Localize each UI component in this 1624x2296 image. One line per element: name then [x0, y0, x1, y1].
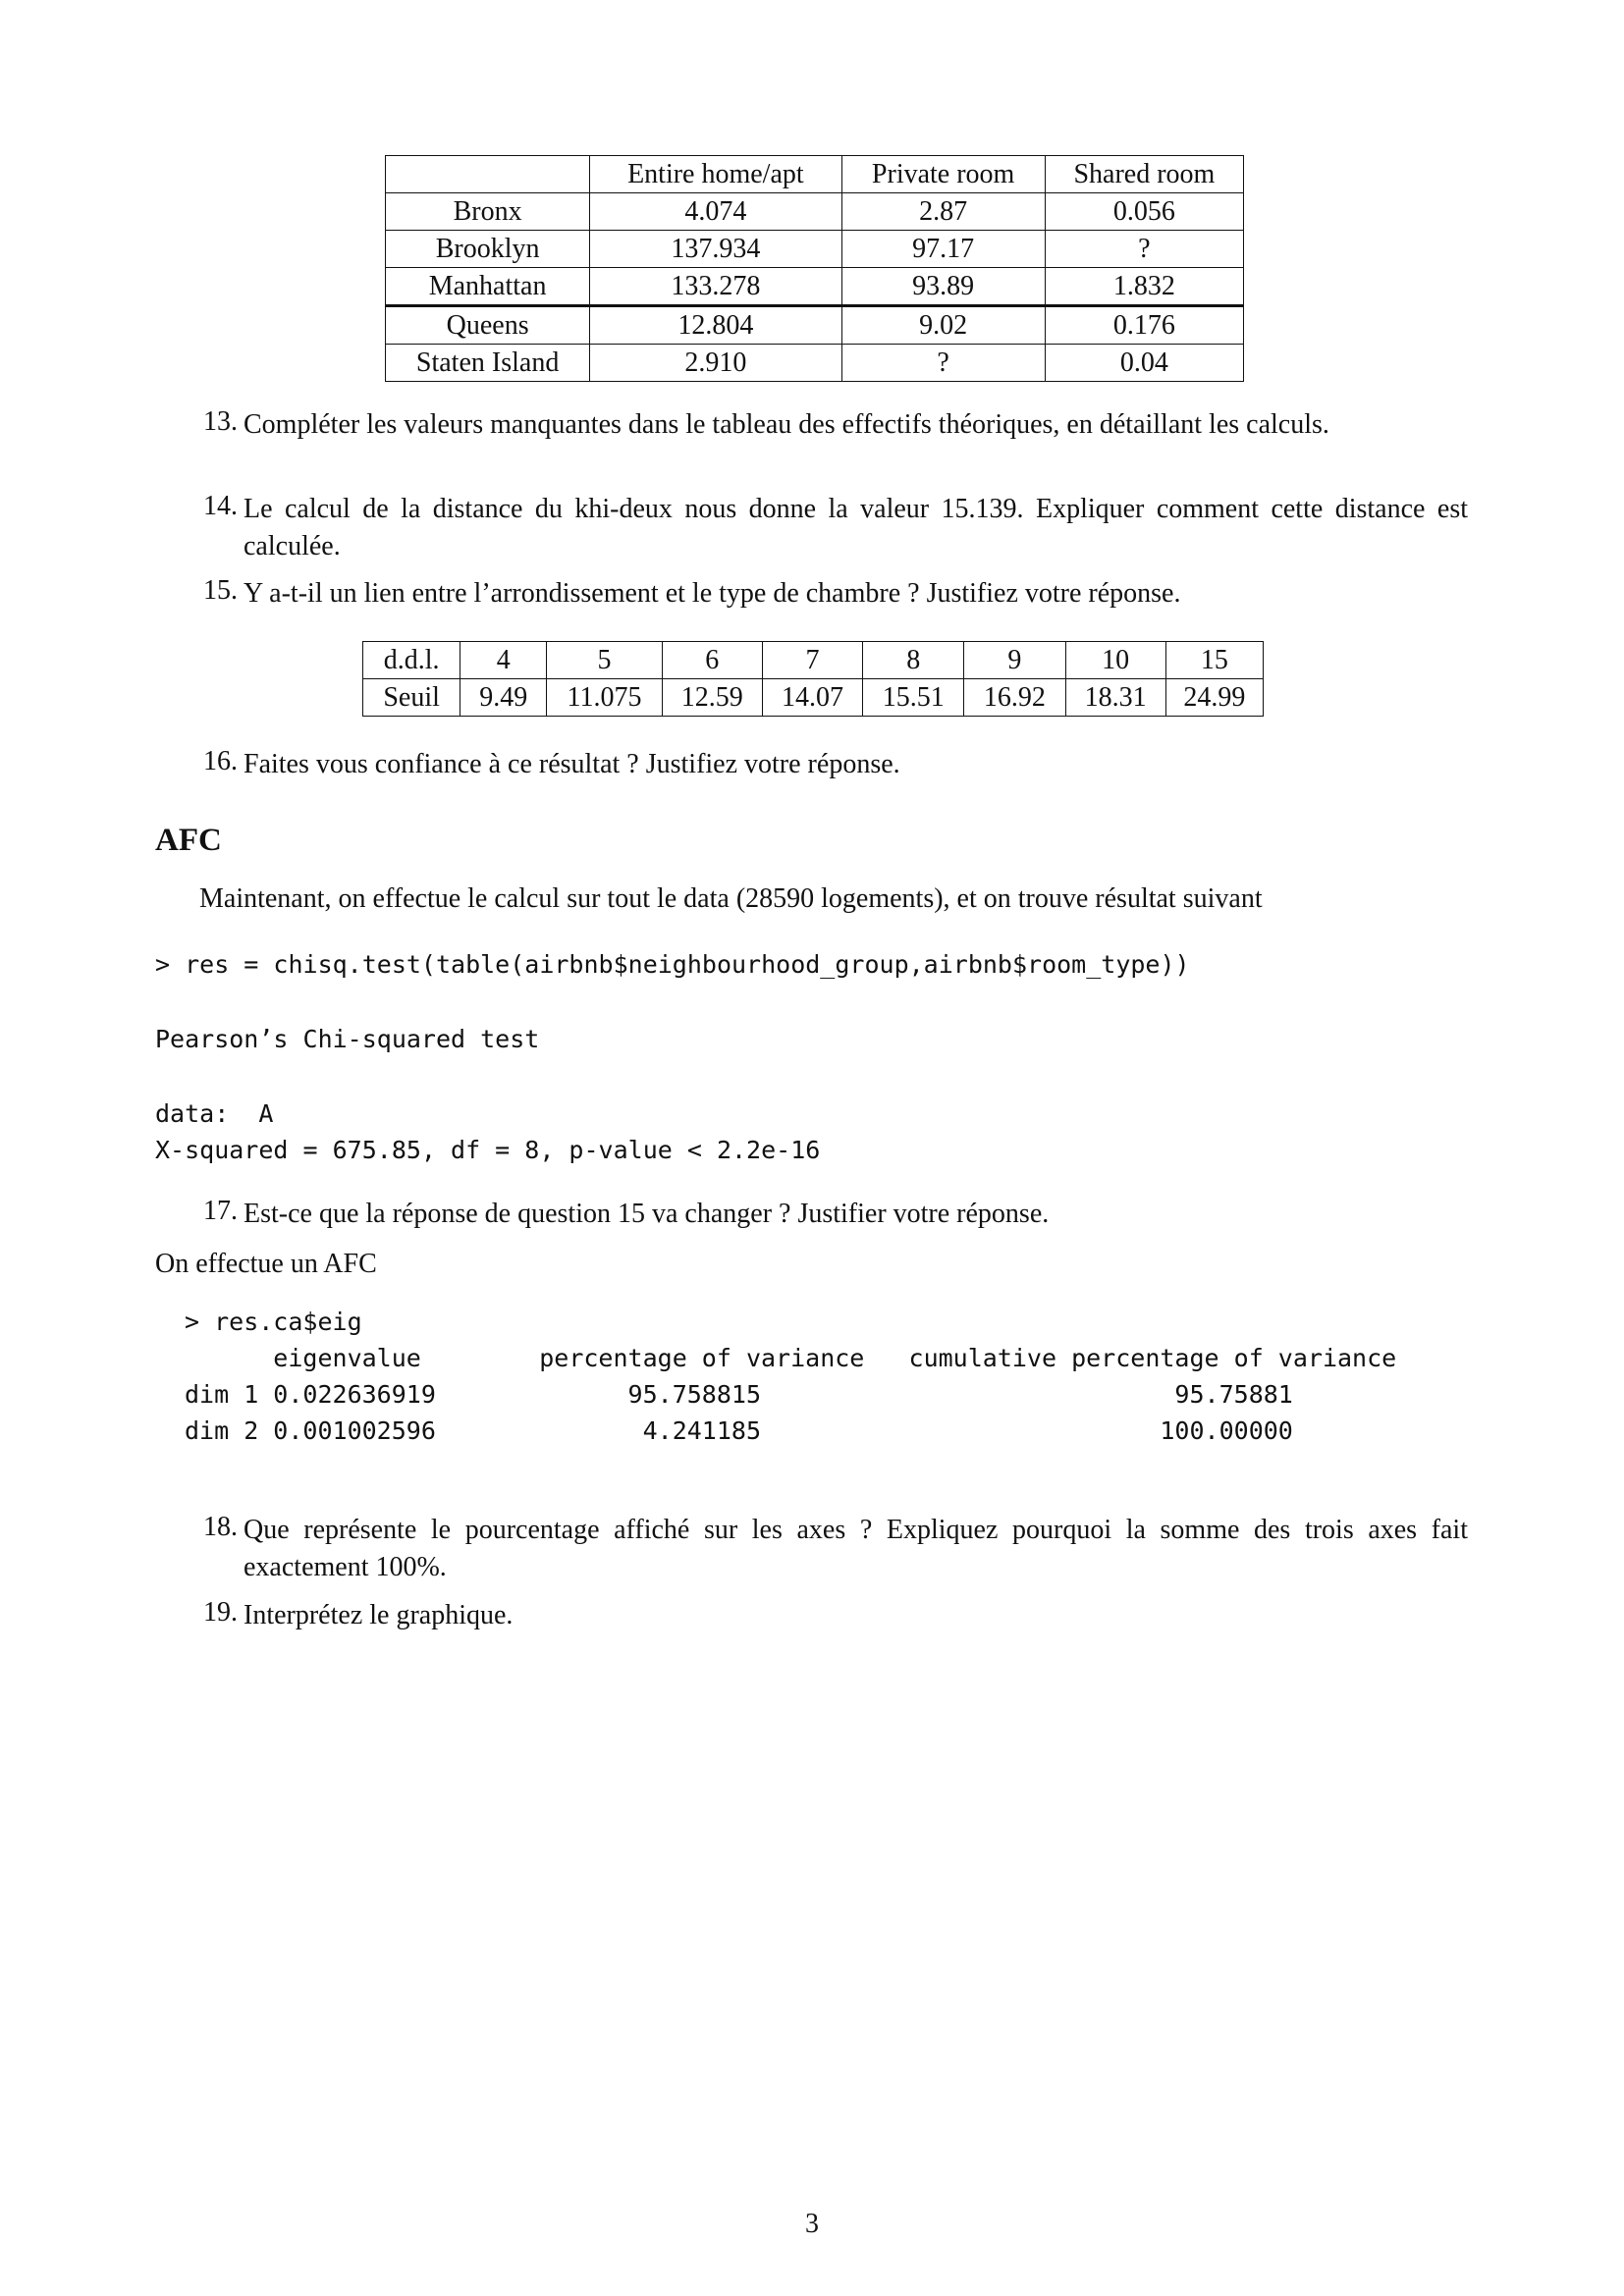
table-cell: 14.07: [762, 679, 862, 717]
table-cell: 93.89: [841, 268, 1045, 306]
table-cell: 10: [1065, 642, 1165, 679]
table-cell: 0.04: [1045, 345, 1243, 382]
question-17: [194, 1196, 1468, 1233]
code-output-data: data: A: [155, 1099, 274, 1128]
table-cell: 18.31: [1065, 679, 1165, 717]
page-number: 3: [805, 2209, 819, 2239]
eig-header: eigenvalue percentage of variance cumulative percentage of variance: [185, 1344, 1397, 1372]
code-command: > res.ca$eig: [185, 1308, 362, 1336]
question-number: 15.: [203, 575, 238, 606]
table-cell: 2.910: [590, 345, 841, 382]
row-label: Bronx: [386, 193, 590, 231]
question-number: 19.: [203, 1597, 238, 1628]
chi-square-threshold-table: [362, 641, 1264, 717]
table-row: [386, 231, 1244, 268]
question-text: Compléter les valeurs manquantes dans le tableau des effectifs théoriques, en détaillant les calculs.: [244, 409, 1329, 440]
table-cell: 15: [1165, 642, 1263, 679]
section-heading: AFC: [155, 823, 222, 858]
row-label: Brooklyn: [386, 231, 590, 268]
table-cell: 4.074: [590, 193, 841, 231]
question-text: Y a-t-il un lien entre l’arrondissement et le type de chambre ? Justifiez votre réponse.: [244, 578, 1181, 609]
table-row: [386, 345, 1244, 382]
table-cell: 12.59: [662, 679, 762, 717]
row-label: Staten Island: [386, 345, 590, 382]
eig-row: dim 1 0.022636919 95.758815 95.75881: [185, 1380, 1293, 1409]
question-19: [194, 1597, 1468, 1634]
table-cell: 12.804: [590, 306, 841, 345]
question-text: Le calcul de la distance du khi-deux nous donne la valeur 15.139. Expliquer comment cette distance est calculée.: [244, 494, 1468, 561]
table-cell: ?: [841, 345, 1045, 382]
table-cell: 0.176: [1045, 306, 1243, 345]
question-number: 17.: [203, 1196, 238, 1226]
table-cell: 133.278: [590, 268, 841, 306]
table-cell: 16.92: [964, 679, 1065, 717]
section-intro: Maintenant, on effectue le calcul sur tout le data (28590 logements), et on trouve résultat suivant: [199, 883, 1263, 914]
table-cell: 9.02: [841, 306, 1045, 345]
question-text: Est-ce que la réponse de question 15 va changer ? Justifier votre réponse.: [244, 1199, 1050, 1229]
table-cell: 97.17: [841, 231, 1045, 268]
table-cell: 5: [547, 642, 662, 679]
row-label: Manhattan: [386, 268, 590, 306]
question-number: 14.: [203, 491, 238, 521]
question-number: 16.: [203, 746, 238, 776]
table-cell: 1.832: [1045, 268, 1243, 306]
eig-row: dim 2 0.001002596 4.241185 100.00000: [185, 1416, 1293, 1445]
table-cell: 4: [460, 642, 547, 679]
table-cell: 11.075: [547, 679, 662, 717]
question-text: Interprétez le graphique.: [244, 1600, 514, 1630]
row-label: Seuil: [363, 679, 460, 717]
table-header-cell: Private room: [841, 156, 1045, 193]
threshold-row: [363, 679, 1264, 717]
code-output-title: Pearson’s Chi-squared test: [155, 1025, 540, 1053]
table-cell: 15.51: [863, 679, 964, 717]
table-row: [386, 193, 1244, 231]
table-cell: 6: [662, 642, 762, 679]
table-header-cell: [386, 156, 590, 193]
question-16: [194, 746, 1468, 783]
ddl-row: [363, 642, 1264, 679]
question-14: [194, 491, 1468, 565]
table-cell: 137.934: [590, 231, 841, 268]
table-cell: 7: [762, 642, 862, 679]
table-row: [386, 306, 1244, 345]
table-cell: 9: [964, 642, 1065, 679]
question-18: [194, 1512, 1468, 1586]
question-number: 13.: [203, 406, 238, 437]
table-cell: 24.99: [1165, 679, 1263, 717]
table-cell: 9.49: [460, 679, 547, 717]
question-15: [194, 575, 1468, 613]
question-13: [194, 406, 1468, 444]
table-header-cell: Shared room: [1045, 156, 1243, 193]
table-cell: 8: [863, 642, 964, 679]
question-text: Que représente le pourcentage affiché sur les axes ? Expliquez pourquoi la somme des trois axes fait exactement 100%.: [244, 1515, 1468, 1582]
question-number: 18.: [203, 1512, 238, 1542]
table-cell: ?: [1045, 231, 1243, 268]
table-header-row: [386, 156, 1244, 193]
code-output-result: X-squared = 675.85, df = 8, p-value < 2.2e-16: [155, 1136, 821, 1164]
table-cell: 2.87: [841, 193, 1045, 231]
table-cell: 0.056: [1045, 193, 1243, 231]
code-command: > res = chisq.test(table(airbnb$neighbourhood_group,airbnb$room_type)): [155, 950, 1190, 979]
row-label: Queens: [386, 306, 590, 345]
table-header-cell: Entire home/apt: [590, 156, 841, 193]
afc-intro: On effectue un AFC: [155, 1249, 377, 1279]
table-row: [386, 268, 1244, 306]
question-text: Faites vous confiance à ce résultat ? Justifiez votre réponse.: [244, 749, 900, 779]
row-label: d.d.l.: [363, 642, 460, 679]
expected-frequencies-table: [385, 155, 1244, 382]
